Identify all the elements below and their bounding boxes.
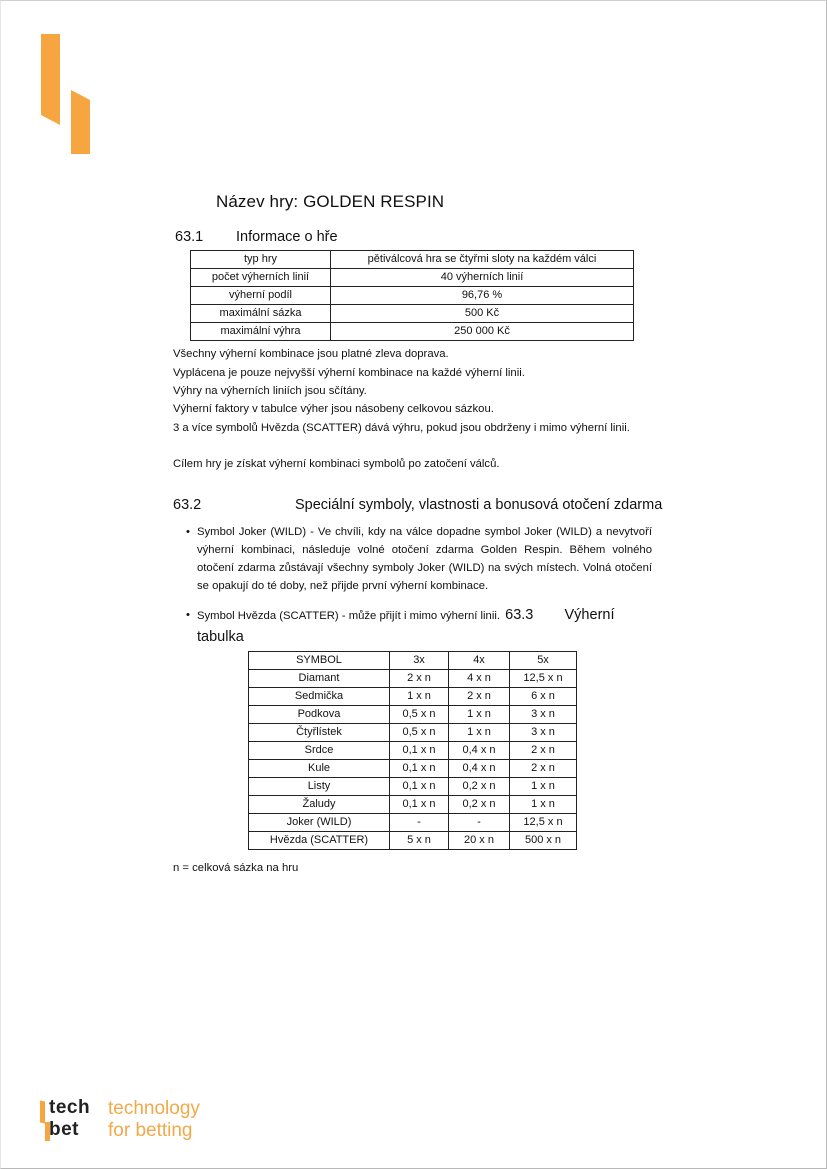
payout-cell: 0,1 x n	[390, 796, 449, 814]
bullet-joker-wild: • Symbol Joker (WILD) - Ve chvíli, kdy na válce dopadne symbol Joker (WILD) a nevytvoří výherní kombinaci, následuje volné otočení zdarma Golden Respin. Během volného otočení zdarma zůstávají všechny symboly Joker (WILD) na svých místech. Volná otočení se opakují do té doby, než přijde první výherní kombinace.	[186, 523, 652, 595]
symbol-cell: Čtyřlístek	[249, 724, 390, 742]
brand-word-bet: bet	[49, 1119, 79, 1140]
payout-cell: 0,1 x n	[390, 778, 449, 796]
symbol-cell: Joker (WILD)	[249, 814, 390, 832]
payout-cell: 0,2 x n	[449, 778, 510, 796]
table-row	[249, 742, 577, 760]
payout-cell: 0,2 x n	[449, 796, 510, 814]
payout-cell: -	[390, 814, 449, 832]
bullet-text: Symbol Hvězda (SCATTER) - může přijít i mimo výherní linii.	[197, 610, 500, 622]
brand-tagline-line2: for betting	[108, 1120, 193, 1141]
payout-cell: 0,4 x n	[449, 760, 510, 778]
payout-cell: 12,5 x n	[510, 670, 577, 688]
symbol-cell: Kule	[249, 760, 390, 778]
header-cell: 5x	[510, 652, 577, 670]
techbet-brand-logo	[40, 1097, 240, 1146]
info-key: typ hry	[191, 251, 331, 269]
payout-cell: 3 x n	[510, 724, 577, 742]
table-row	[191, 287, 634, 305]
payout-cell: 2 x n	[510, 760, 577, 778]
symbol-cell: Podkova	[249, 706, 390, 724]
payout-cell: 0,5 x n	[390, 724, 449, 742]
table-row	[249, 706, 577, 724]
header-cell: SYMBOL	[249, 652, 390, 670]
payout-cell: 0,1 x n	[390, 760, 449, 778]
table-row	[249, 796, 577, 814]
special-symbols-list	[186, 523, 652, 595]
section-63-3-number: 63.3	[505, 607, 534, 623]
payout-cell: 6 x n	[510, 688, 577, 706]
payout-cell: 500 x n	[510, 832, 577, 850]
table-row	[191, 305, 634, 323]
info-key: počet výherních linií	[191, 269, 331, 287]
header-cell: 3x	[390, 652, 449, 670]
table-row	[249, 814, 577, 832]
table-row	[249, 760, 577, 778]
info-value: 96,76 %	[331, 287, 634, 305]
section-63-2-heading: Speciální symboly, vlastnosti a bonusová otočení zdarma	[295, 497, 663, 513]
table-row	[249, 832, 577, 850]
symbol-cell: Žaludy	[249, 796, 390, 814]
table-row	[249, 670, 577, 688]
info-value: 500 Kč	[331, 305, 634, 323]
rule-paragraph: 3 a více symbolů Hvězda (SCATTER) dává výhru, pokud jsou obdrženy i mimo výherní linii.	[173, 422, 630, 434]
info-value: 250 000 Kč	[331, 323, 634, 341]
rule-paragraph: Vyplácena je pouze nejvyšší výherní kombinace na každé výherní linii.	[173, 367, 525, 379]
rule-paragraph: Všechny výherní kombinace jsou platné zleva doprava.	[173, 348, 449, 360]
table-row	[249, 778, 577, 796]
table-row	[191, 251, 634, 269]
brand-bar-icon	[40, 1100, 45, 1123]
payout-cell: 2 x n	[390, 670, 449, 688]
rule-paragraph: Výherní faktory v tabulce výher jsou násobeny celkovou sázkou.	[173, 403, 494, 415]
bullet-hvezda-scatter	[186, 606, 666, 649]
techbet-logo-mark-icon	[40, 33, 92, 155]
scatter-bullet-container	[186, 606, 666, 649]
info-key: maximální sázka	[191, 305, 331, 323]
paytable-header-row	[249, 652, 577, 670]
table-row	[191, 323, 634, 341]
payout-cell: 1 x n	[390, 688, 449, 706]
payout-cell: 5 x n	[390, 832, 449, 850]
brand-tagline-line1: technology	[108, 1098, 200, 1119]
symbol-cell: Srdce	[249, 742, 390, 760]
payout-cell: 1 x n	[510, 796, 577, 814]
section-63-3-heading-part2: tabulka	[197, 629, 244, 645]
symbol-cell: Listy	[249, 778, 390, 796]
table-row	[249, 724, 577, 742]
brand-word-tech: tech	[49, 1097, 91, 1118]
section-63-2-number: 63.2	[173, 497, 202, 513]
payout-cell: 3 x n	[510, 706, 577, 724]
payout-cell: 1 x n	[449, 724, 510, 742]
payout-cell: 0,4 x n	[449, 742, 510, 760]
symbol-cell: Hvězda (SCATTER)	[249, 832, 390, 850]
table-row	[249, 688, 577, 706]
symbol-cell: Diamant	[249, 670, 390, 688]
payout-cell: 20 x n	[449, 832, 510, 850]
game-info-table	[190, 250, 634, 341]
rule-paragraph: Výhry na výherních liniích jsou sčítány.	[173, 385, 367, 397]
section-63-1-heading: Informace o hře	[236, 229, 338, 245]
info-value: pětiválcová hra se čtyřmi sloty na každém válci	[331, 251, 634, 269]
payout-cell: 12,5 x n	[510, 814, 577, 832]
rule-paragraph: Cílem hry je získat výherní kombinaci symbolů po zatočení válců.	[173, 458, 500, 470]
header-cell: 4x	[449, 652, 510, 670]
table-row	[191, 269, 634, 287]
paytable	[248, 651, 577, 850]
payout-cell: 0,1 x n	[390, 742, 449, 760]
paytable-footnote: n = celková sázka na hru	[173, 862, 299, 874]
payout-cell: 1 x n	[449, 706, 510, 724]
document-title: Název hry: GOLDEN RESPIN	[216, 192, 445, 211]
section-63-3-heading-part1: Výherní	[564, 607, 615, 623]
payout-cell: 2 x n	[510, 742, 577, 760]
section-63-1-number: 63.1	[175, 229, 204, 245]
payout-cell: 4 x n	[449, 670, 510, 688]
payout-cell: 0,5 x n	[390, 706, 449, 724]
payout-cell: 1 x n	[510, 778, 577, 796]
info-key: maximální výhra	[191, 323, 331, 341]
symbol-cell: Sedmička	[249, 688, 390, 706]
info-value: 40 výherních linií	[331, 269, 634, 287]
payout-cell: -	[449, 814, 510, 832]
payout-cell: 2 x n	[449, 688, 510, 706]
info-key: výherní podíl	[191, 287, 331, 305]
